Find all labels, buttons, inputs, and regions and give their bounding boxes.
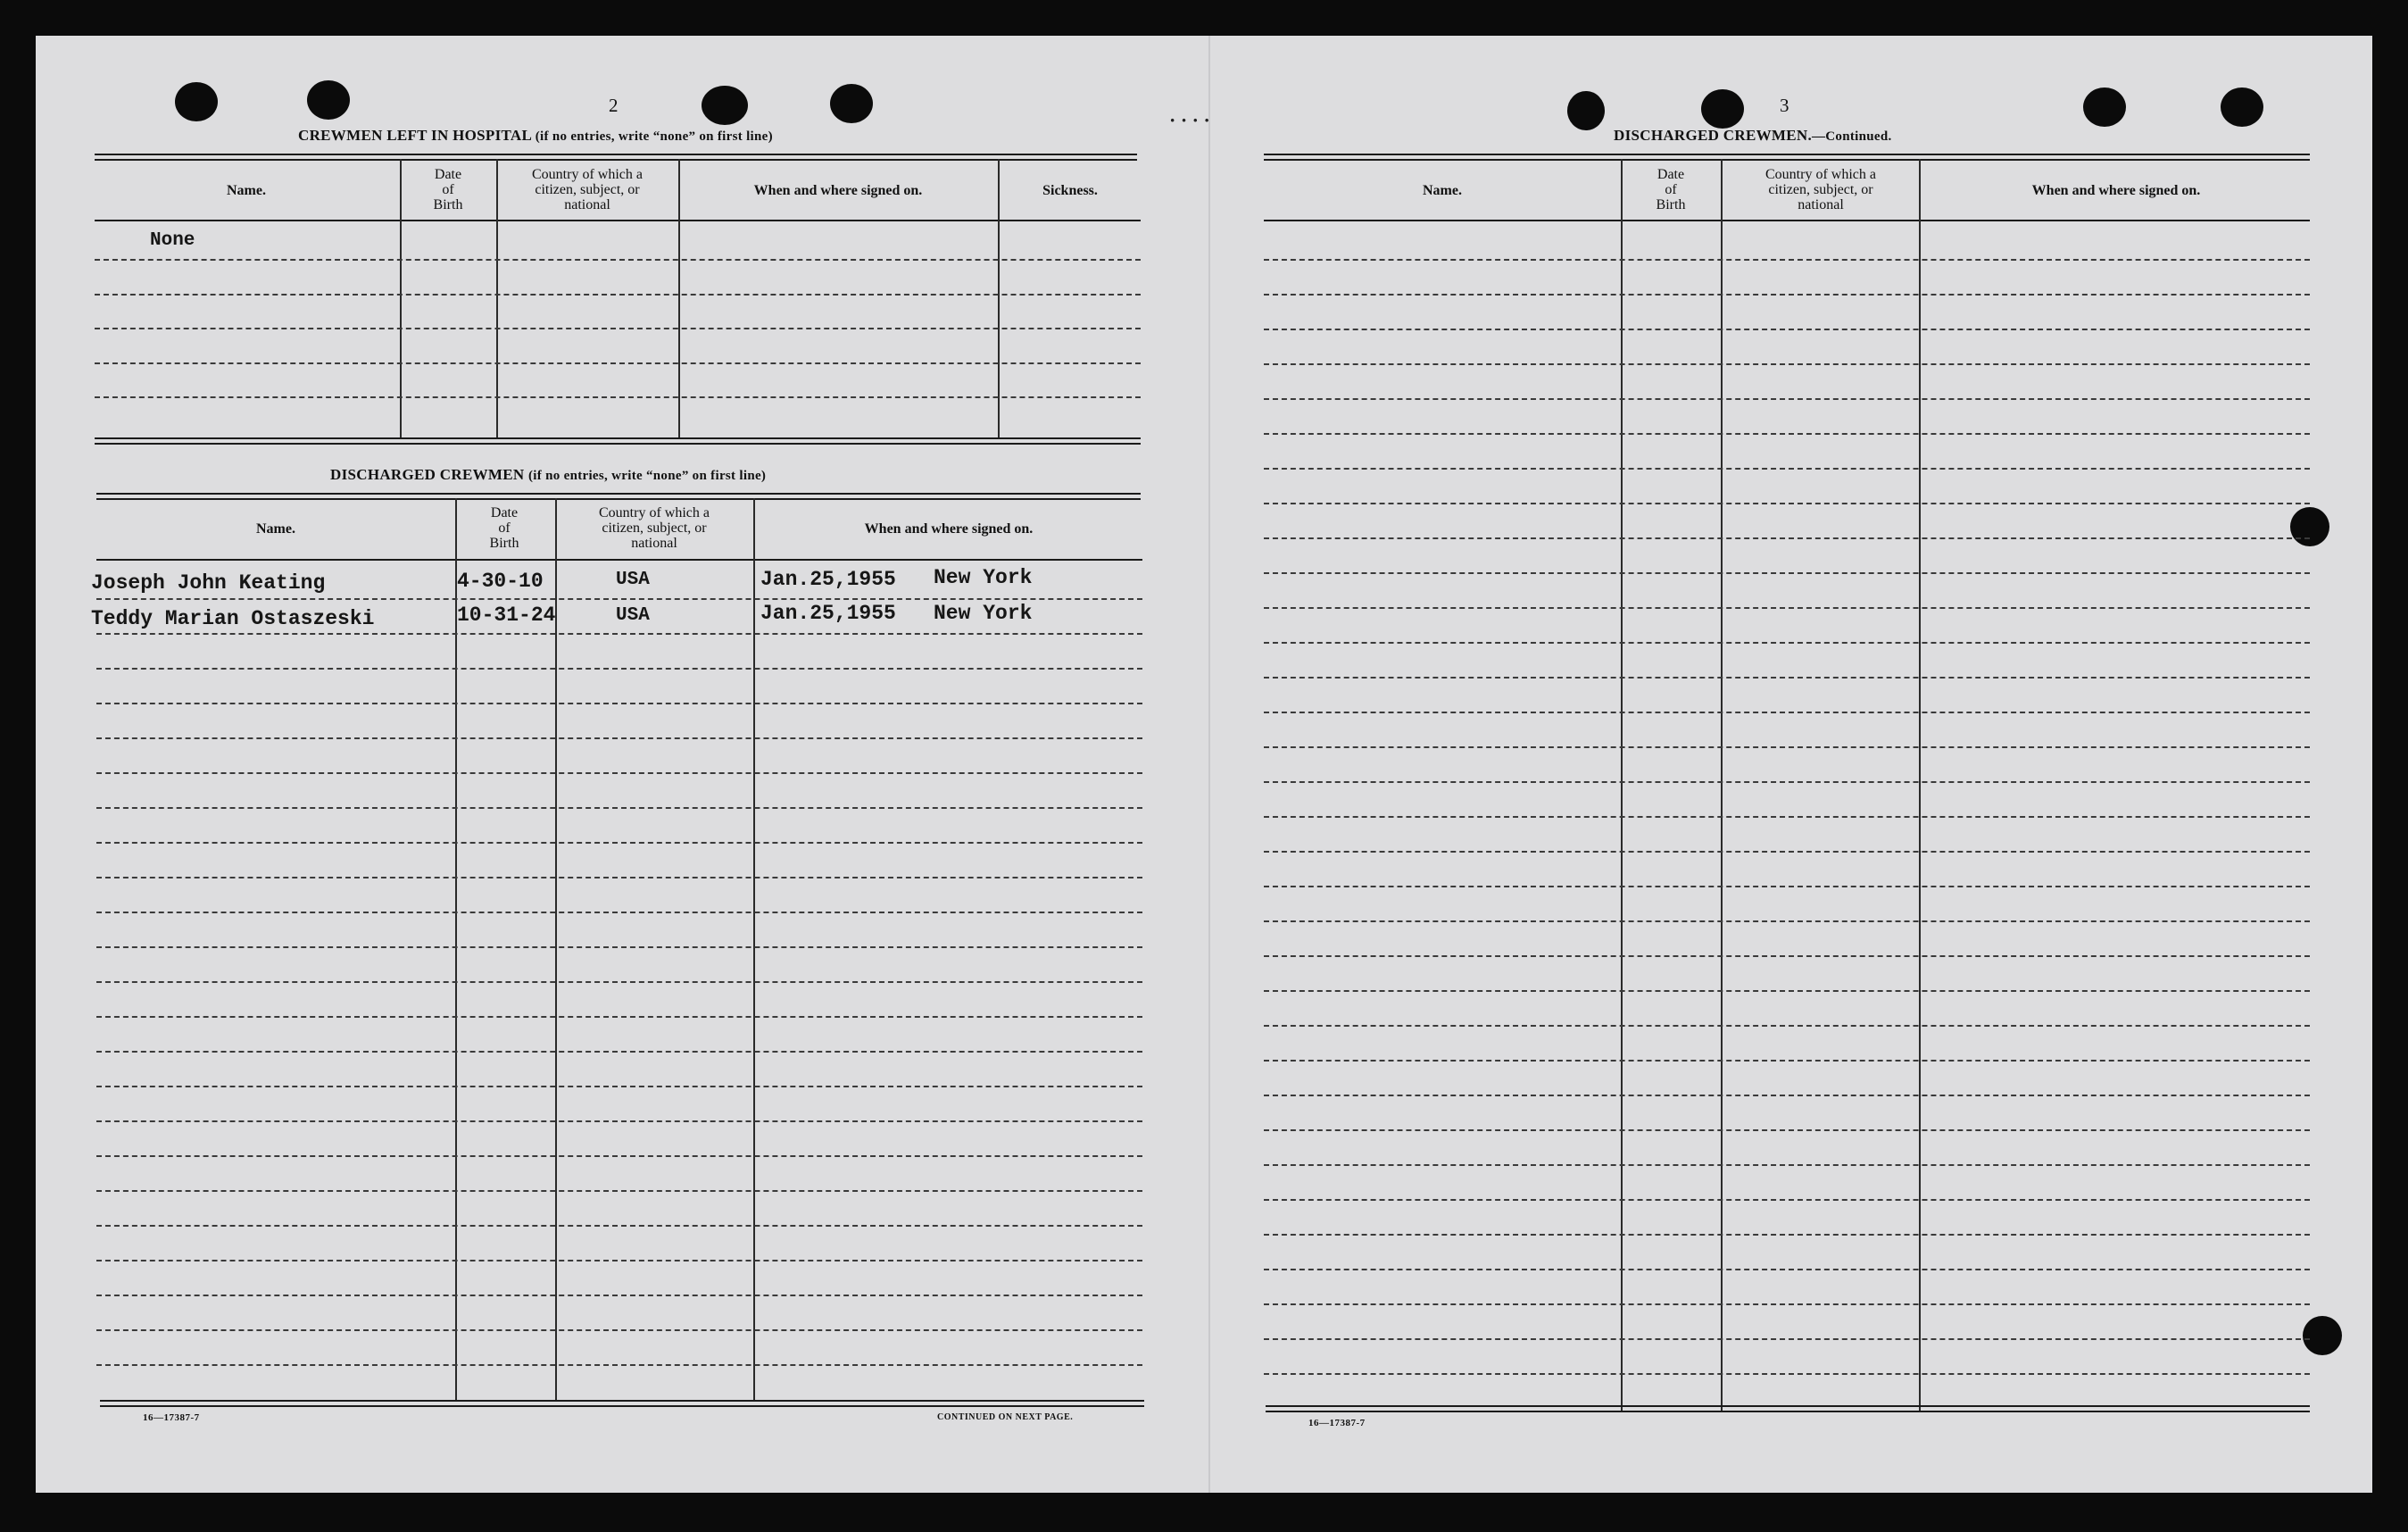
form-number-right: 16—17387-7 [1308, 1418, 1366, 1428]
ruled-line [1264, 990, 2310, 992]
ruled-line [1264, 433, 2310, 435]
punch-hole [2290, 507, 2329, 546]
discharged-row-2-country: USA [616, 605, 650, 626]
document-sheet [36, 36, 2372, 1493]
ruled-line [96, 1120, 1142, 1122]
ruled-line [96, 1155, 1142, 1157]
ruled-line [1264, 1129, 2310, 1131]
ruled-line [1264, 1269, 2310, 1270]
page-number-right: 3 [1780, 95, 1789, 116]
column-divider [1919, 159, 1921, 1411]
continued-col-dob: Date of Birth [1656, 167, 1686, 212]
ruled-line [1264, 677, 2310, 679]
page-number-left: 2 [609, 95, 619, 116]
ruled-line [96, 1016, 1142, 1018]
continued-note: CONTINUED ON NEXT PAGE. [937, 1412, 1074, 1422]
ruled-line [1264, 1199, 2310, 1201]
ruled-line [96, 807, 1142, 809]
ruled-line [1264, 259, 2310, 261]
hospital-title-note: (if no entries, write “none” on first line) [535, 129, 773, 144]
ruled-line [1264, 398, 2310, 400]
ruled-line [96, 633, 1142, 635]
ruled-line [96, 842, 1142, 844]
ruled-line [95, 328, 1141, 329]
ruled-line [96, 981, 1142, 983]
ruled-line [96, 772, 1142, 774]
ruled-line [1264, 329, 2310, 330]
ruled-line [1264, 294, 2310, 296]
column-divider [1721, 159, 1723, 1411]
rule [100, 1400, 1144, 1402]
ruled-line [96, 1051, 1142, 1053]
ruled-line [1264, 1060, 2310, 1062]
rule [96, 493, 1141, 495]
discharged-title-note: (if no entries, write “none” on first line) [528, 469, 767, 483]
ruled-line [95, 294, 1141, 296]
column-divider [1621, 159, 1623, 1411]
ruled-line [1264, 886, 2310, 887]
hospital-col-name: Name. [227, 183, 266, 198]
ruled-line [96, 1364, 1142, 1366]
ruled-line [96, 1086, 1142, 1087]
ruled-line [96, 877, 1142, 878]
hospital-col-dob: Date of Birth [433, 167, 463, 212]
punch-hole [175, 82, 218, 121]
punch-hole [830, 84, 873, 123]
scan-specks: · · · · [1169, 109, 1210, 131]
ruled-line [1264, 1234, 2310, 1236]
ruled-line [1264, 1338, 2310, 1340]
discharged-row-2-place: New York [934, 602, 1033, 625]
ruled-line [1264, 537, 2310, 539]
rule [1266, 1405, 2310, 1407]
ruled-line [1264, 1095, 2310, 1096]
discharged-row-1-date: Jan.25,1955 [760, 568, 896, 591]
punch-hole [1567, 91, 1605, 130]
rule [1264, 159, 2310, 161]
discharged-row-2-date: Jan.25,1955 [760, 602, 896, 625]
punch-hole [307, 80, 350, 120]
discharged-row-2-name: Teddy Marian Ostaszeski [91, 607, 375, 630]
ruled-line [1264, 851, 2310, 853]
ruled-line [95, 362, 1141, 364]
ruled-line [1264, 503, 2310, 504]
discharged-row-1-place: New York [934, 566, 1033, 589]
ruled-line [96, 1329, 1142, 1331]
discharged-continued-title [1614, 127, 1892, 145]
discharged-title: DISCHARGED CREWMEN [330, 466, 525, 483]
punch-hole [2303, 1316, 2342, 1355]
rule [95, 443, 1141, 445]
ruled-line [96, 737, 1142, 739]
rule [95, 154, 1137, 155]
ruled-line [1264, 642, 2310, 644]
discharged-col-signed-on: When and where signed on. [864, 521, 1034, 537]
ruled-line [1264, 781, 2310, 783]
discharged-continued-suffix: —Continued. [1812, 129, 1892, 144]
ruled-line [96, 1295, 1142, 1296]
ruled-line [96, 1190, 1142, 1192]
rule [96, 498, 1141, 500]
hospital-col-sickness: Sickness. [1042, 183, 1098, 198]
discharged-col-name: Name. [256, 521, 295, 537]
discharged-row-1-dob: 4-30-10 [457, 570, 544, 593]
ruled-line [96, 703, 1142, 704]
discharged-row-1-name: Joseph John Keating [91, 571, 326, 595]
rule [1264, 154, 2310, 155]
ruled-line [96, 912, 1142, 913]
discharged-row-1-country: USA [616, 570, 650, 590]
form-number-left: 16—17387-7 [143, 1412, 200, 1423]
continued-col-name: Name. [1423, 183, 1462, 198]
punch-hole [1701, 89, 1744, 129]
continued-col-signed-on: When and where signed on. [2031, 183, 2201, 198]
ruled-line [1264, 712, 2310, 713]
rule [1264, 220, 2310, 221]
ruled-line [1264, 1303, 2310, 1305]
rule [95, 437, 1141, 439]
discharged-col-country: Country of which a citizen, subject, or national [599, 505, 710, 551]
hospital-col-country: Country of which a citizen, subject, or national [532, 167, 643, 212]
rule [1266, 1411, 2310, 1412]
ruled-line [1264, 816, 2310, 818]
page-fold [1208, 36, 1210, 1493]
discharged-section-title [330, 466, 766, 484]
ruled-line [95, 396, 1141, 398]
rule [95, 159, 1137, 161]
discharged-continued-label: DISCHARGED CREWMEN. [1614, 127, 1812, 144]
ruled-line [1264, 955, 2310, 957]
ruled-line [95, 259, 1141, 261]
hospital-section-title [298, 127, 773, 145]
ruled-line [1264, 607, 2310, 609]
ruled-line [96, 1225, 1142, 1227]
ruled-line [1264, 920, 2310, 922]
ruled-line [96, 668, 1142, 670]
ruled-line [1264, 746, 2310, 748]
discharged-col-dob: Date of Birth [489, 505, 519, 551]
hospital-entry-name: None [150, 230, 195, 251]
ruled-line [1264, 1164, 2310, 1166]
punch-hole [2083, 87, 2126, 127]
ruled-line [1264, 1025, 2310, 1027]
hospital-col-signed-on: When and where signed on. [753, 183, 923, 198]
discharged-row-2-dob: 10-31-24 [457, 604, 556, 627]
ruled-line [1264, 468, 2310, 470]
rule [100, 1405, 1144, 1407]
ruled-line [96, 946, 1142, 948]
punch-hole [2221, 87, 2263, 127]
continued-col-country: Country of which a citizen, subject, or national [1765, 167, 1876, 212]
ruled-line [1264, 363, 2310, 365]
ruled-line [96, 598, 1142, 600]
ruled-line [96, 1260, 1142, 1261]
punch-hole [702, 86, 748, 125]
hospital-title: CREWMEN LEFT IN HOSPITAL [298, 127, 532, 144]
rule [95, 220, 1141, 221]
rule [96, 559, 1142, 561]
ruled-line [1264, 1373, 2310, 1375]
ruled-line [1264, 572, 2310, 574]
